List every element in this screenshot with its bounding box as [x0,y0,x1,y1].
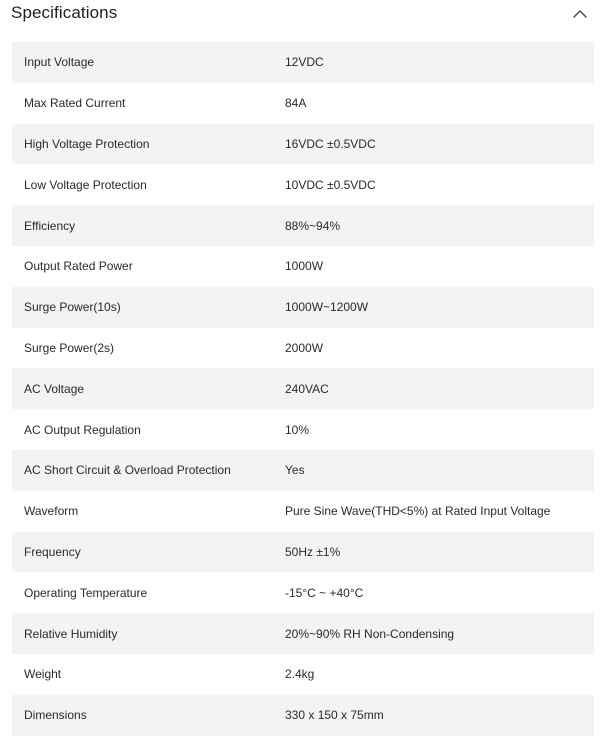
spec-value: 240VAC [273,368,594,409]
table-row [12,409,594,450]
table-row [12,83,594,124]
spec-label: Dimensions [12,695,273,736]
spec-value: 1000W~1200W [273,287,594,328]
spec-label: Waveform [12,491,273,532]
table-row [12,368,594,409]
spec-value: 20%~90% RH Non-Condensing [273,613,594,654]
table-row [12,695,594,736]
spec-label: Output Rated Power [12,246,273,287]
spec-label: Surge Power(10s) [12,287,273,328]
spec-value: 330 x 150 x 75mm [273,695,594,736]
spec-value: 16VDC ±0.5VDC [273,124,594,165]
table-row [12,532,594,573]
table-row [12,124,594,165]
spec-label: Surge Power(2s) [12,328,273,369]
spec-label: Efficiency [12,205,273,246]
spec-value: 12VDC [273,42,594,83]
specifications-header[interactable] [0,0,600,30]
table-row [12,613,594,654]
table-row [12,164,594,205]
spec-value: 1000W [273,246,594,287]
spec-label: Low Voltage Protection [12,164,273,205]
spec-value: Pure Sine Wave(THD<5%) at Rated Input Voltage [273,491,594,532]
spec-value: -15°C ~ +40°C [273,572,594,613]
spec-value: 88%~94% [273,205,594,246]
spec-label: Frequency [12,532,273,573]
spec-label: AC Output Regulation [12,409,273,450]
spec-value: 50Hz ±1% [273,532,594,573]
spec-label: Input Voltage [12,42,273,83]
spec-label: Relative Humidity [12,613,273,654]
table-row [12,287,594,328]
spec-label: Weight [12,654,273,695]
table-row [12,328,594,369]
spec-label: High Voltage Protection [12,124,273,165]
spec-value: 84A [273,83,594,124]
spec-value: 2.4kg [273,654,594,695]
table-row [12,572,594,613]
table-row [12,205,594,246]
section-title: Specifications [11,3,118,22]
chevron-up-icon [569,4,591,24]
table-row [12,450,594,491]
table-row [12,42,594,83]
spec-value: 10% [273,409,594,450]
spec-value: 2000W [273,328,594,369]
collapse-button[interactable] [569,4,591,24]
spec-label: AC Voltage [12,368,273,409]
table-row [12,654,594,695]
spec-label: Max Rated Current [12,83,273,124]
table-row [12,491,594,532]
spec-label: Operating Temperature [12,572,273,613]
spec-value: Yes [273,450,594,491]
spec-label: AC Short Circuit & Overload Protection [12,450,273,491]
specifications-table [12,42,594,736]
spec-value: 10VDC ±0.5VDC [273,164,594,205]
table-row [12,246,594,287]
